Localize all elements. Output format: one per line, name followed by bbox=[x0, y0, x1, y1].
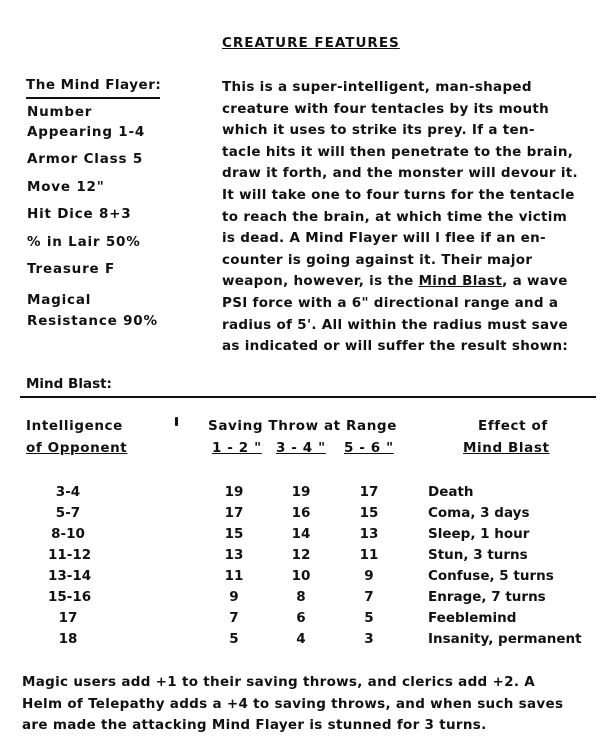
stat-treasure: Treasure F bbox=[27, 261, 116, 277]
cell-effect: Confuse, 5 turns bbox=[428, 568, 554, 584]
description-text: weapon, however, is the bbox=[222, 273, 419, 290]
stat-move: Move 12" bbox=[27, 179, 105, 195]
description-line: counter is going against it. Their major bbox=[222, 251, 533, 268]
stat-magic-resistance-label: Magical bbox=[27, 292, 92, 308]
description-line: is dead. A Mind Flayer will l flee if an en- bbox=[222, 230, 546, 247]
description-line: It will take one to four turns for the tentacle bbox=[222, 186, 575, 203]
cell-range-2: 6 bbox=[296, 610, 306, 626]
col-range-3-4: 3 - 4 " bbox=[276, 440, 326, 456]
col-saving-throw-header: Saving Throw at Range bbox=[208, 418, 397, 434]
col-intelligence-subheader: of Opponent bbox=[26, 440, 128, 456]
cell-intelligence: 17 bbox=[58, 610, 78, 626]
cell-range-3: 7 bbox=[364, 589, 374, 605]
cell-range-1: 19 bbox=[224, 484, 244, 500]
mind-blast-heading: Mind Blast: bbox=[26, 376, 112, 392]
cell-range-1: 9 bbox=[229, 589, 239, 605]
col-range-1-2: 1 - 2 " bbox=[212, 440, 262, 456]
cell-range-1: 7 bbox=[229, 610, 239, 626]
cell-range-2: 8 bbox=[296, 589, 306, 605]
footer-line: Helm of Telepathy adds a +4 to saving throws, and when such saves bbox=[22, 695, 564, 712]
description-line: which it uses to strike its prey. If a ten- bbox=[222, 122, 535, 139]
cell-range-3: 5 bbox=[364, 610, 374, 626]
mind-blast-term: Mind Blast bbox=[418, 273, 503, 290]
description-line: radius of 5'. All within the radius must save bbox=[222, 316, 568, 333]
cell-effect: Stun, 3 turns bbox=[428, 547, 528, 563]
description-line: tacle hits it will then penetrate to the brain, bbox=[222, 143, 574, 160]
page-title: CREATURE FEATURES bbox=[222, 35, 400, 51]
cell-range-1: 13 bbox=[224, 547, 244, 563]
cell-range-1: 5 bbox=[229, 631, 239, 647]
col-effect-header: Effect of bbox=[478, 418, 548, 434]
stat-in-lair: % in Lair 50% bbox=[27, 234, 141, 250]
cell-intelligence: 8-10 bbox=[51, 526, 85, 542]
cell-range-2: 19 bbox=[291, 484, 311, 500]
cell-intelligence: 5-7 bbox=[55, 505, 81, 521]
stray-mark bbox=[175, 417, 178, 426]
cell-range-3: 11 bbox=[359, 547, 379, 563]
stat-block-heading: The Mind Flayer: bbox=[26, 77, 162, 93]
footer-line: Magic users add +1 to their saving throws, and clerics add +2. A bbox=[22, 674, 535, 690]
stat-hit-dice: Hit Dice 8+3 bbox=[27, 206, 132, 222]
col-range-5-6: 5 - 6 " bbox=[344, 440, 394, 456]
cell-range-2: 14 bbox=[291, 526, 311, 542]
description-line: This is a super-intelligent, man-shaped bbox=[222, 79, 532, 95]
stat-number-appearing-value: Appearing 1-4 bbox=[27, 124, 146, 140]
stat-heading-underline bbox=[26, 97, 160, 99]
description-line: creature with four tentacles by its mouth bbox=[222, 100, 550, 117]
cell-intelligence: 18 bbox=[58, 631, 78, 647]
col-effect-subheader: Mind Blast bbox=[463, 440, 550, 456]
cell-range-2: 12 bbox=[291, 547, 311, 563]
description-line: draw it forth, and the monster will devour it. bbox=[222, 165, 578, 182]
footer-notes bbox=[22, 672, 563, 737]
cell-effect: Sleep, 1 hour bbox=[428, 526, 530, 542]
cell-range-3: 3 bbox=[364, 631, 374, 647]
cell-range-2: 4 bbox=[296, 631, 306, 647]
description-line: as indicated or will suffer the result shown: bbox=[222, 338, 569, 355]
cell-range-1: 15 bbox=[224, 526, 244, 542]
cell-range-3: 17 bbox=[359, 484, 379, 500]
cell-range-2: 10 bbox=[291, 568, 311, 584]
description-text: , a wave bbox=[502, 273, 568, 290]
cell-range-3: 9 bbox=[364, 568, 374, 584]
description-line bbox=[222, 271, 592, 293]
cell-intelligence: 15-16 bbox=[48, 589, 92, 605]
description-line: to reach the brain, at which time the victim bbox=[222, 208, 568, 225]
section-divider bbox=[20, 396, 596, 398]
cell-intelligence: 13-14 bbox=[48, 568, 92, 584]
description-paragraph bbox=[222, 77, 592, 358]
cell-effect: Coma, 3 days bbox=[428, 505, 530, 521]
cell-range-1: 11 bbox=[224, 568, 244, 584]
stat-armor-class: Armor Class 5 bbox=[27, 151, 144, 167]
cell-range-1: 17 bbox=[224, 505, 244, 521]
cell-range-2: 16 bbox=[291, 505, 311, 521]
cell-effect: Feeblemind bbox=[428, 610, 517, 626]
cell-effect: Death bbox=[428, 484, 474, 500]
cell-effect: Insanity, permanent bbox=[428, 631, 582, 647]
cell-effect: Enrage, 7 turns bbox=[428, 589, 546, 605]
cell-intelligence: 3-4 bbox=[55, 484, 81, 500]
cell-intelligence: 11-12 bbox=[48, 547, 92, 563]
cell-range-3: 15 bbox=[359, 505, 379, 521]
stat-magic-resistance-value: Resistance 90% bbox=[27, 313, 158, 329]
description-line: PSI force with a 6" directional range and a bbox=[222, 294, 559, 311]
cell-range-3: 13 bbox=[359, 526, 379, 542]
footer-line: are made the attacking Mind Flayer is stunned for 3 turns. bbox=[22, 717, 487, 733]
col-intelligence-header: Intelligence bbox=[26, 418, 123, 434]
stat-number-appearing-label: Number bbox=[27, 104, 93, 120]
